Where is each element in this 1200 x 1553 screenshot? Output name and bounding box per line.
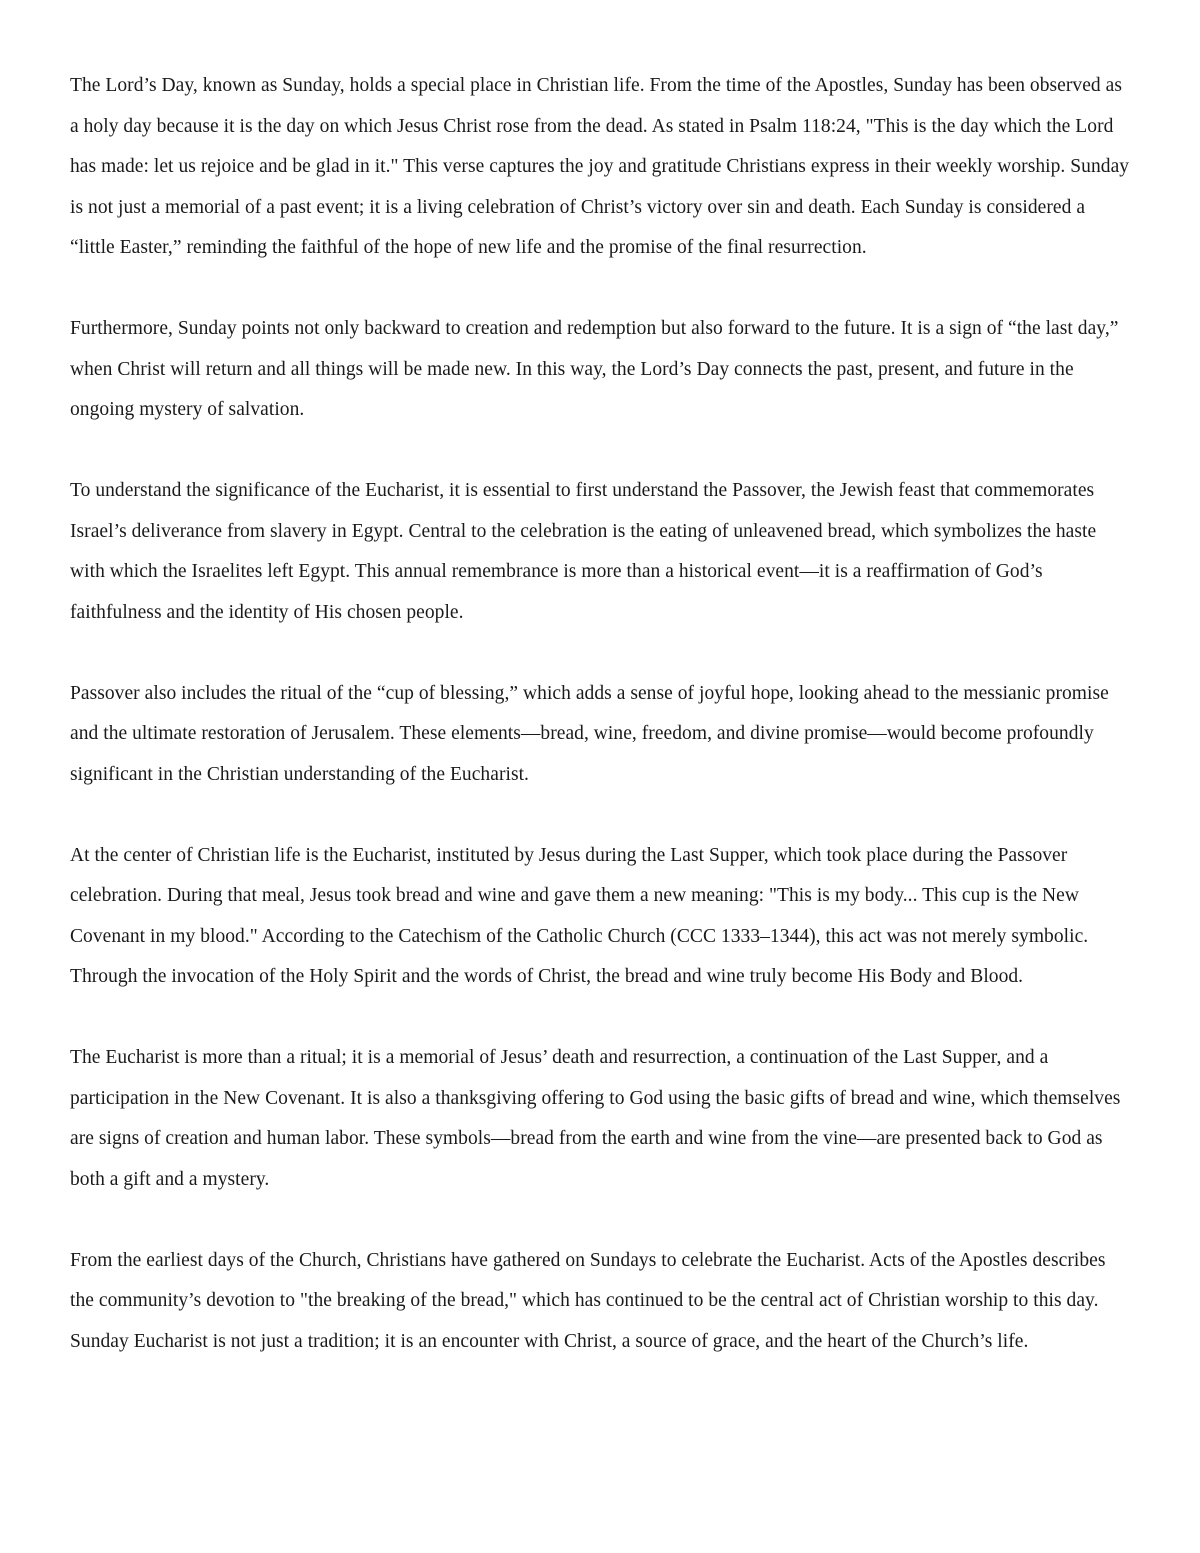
paragraph-early-church: From the earliest days of the Church, Christians have gathered on Sundays to celebrate the Eucharist. Acts of the Apostles describes the community’s devotion to "the breaking of the bread," which has continued to be the central act of Christian worship to this day. Sunday Eucharist is not just a tradition; it is an encounter with Christ, a source of grace, and the heart of the Church’s life. — [70, 1249, 1106, 1352]
paragraph-eucharist-memorial: The Eucharist is more than a ritual; it is a memorial of Jesus’ death and resurrection, a continuation of the Last Supper, and a participation in the New Covenant. It is also a thanksgiving offering to God using the basic gifts of bread and wine, which themselves are signs of creation and human labor. These symbols—bread from the earth and wine from the vine—are presented back to God as both a gift and a mystery. — [70, 1047, 1121, 1190]
paragraph-last-supper: At the center of Christian life is the Eucharist, instituted by Jesus during the Last Supper, which took place during the Passover celebration. During that meal, Jesus took bread and wine and gave them a new meaning: "This is my body... This cup is the New Covenant in my blood." According to the Catechism of the Catholic Church (CCC 1333–1344), this act was not merely symbolic. Through the invocation of the Holy Spirit and the words of Christ, the bread and wine truly become His Body and Blood. — [70, 844, 1089, 987]
paragraph-sunday-future: Furthermore, Sunday points not only backward to creation and redemption but also forward to the future. It is a sign of “the last day,” when Christ will return and all things will be made new. In this way, the Lord’s Day connects the past, present, and future in the ongoing mystery of salvation. — [70, 318, 1119, 420]
paragraph-cup-of-blessing: Passover also includes the ritual of the “cup of blessing,” which adds a sense of joyful hope, looking ahead to the messianic promise and the ultimate restoration of Jerusalem. These elements—bread, wine, freedom, and divine promise—would become profoundly significant in the Christian understanding of the Eucharist. — [70, 682, 1109, 785]
paragraph-lords-day: The Lord’s Day, known as Sunday, holds a special place in Christian life. From the time of the Apostles, Sunday has been observed as a holy day because it is the day on which Jesus Christ rose from the dead. As stated in Psalm 118:24, "This is the day which the Lord has made: let us rejoice and be glad in it." This verse captures the joy and gratitude Christians express in their weekly worship. Sunday is not just a memorial of a past event; it is a living celebration of Christ’s victory over sin and death. Each Sunday is considered a “little Easter,” reminding the faithful of the hope of new life and the promise of the final resurrection. — [70, 75, 1130, 258]
paragraph-passover: To understand the significance of the Eucharist, it is essential to first understand the Passover, the Jewish feast that commemorates Israel’s deliverance from slavery in Egypt. Central to the celebration is the eating of unleavened bread, which symbolizes the haste with which the Israelites left Egypt. This annual remembrance is more than a historical event—it is a reaffirmation of God’s faithfulness and the identity of His chosen people. — [70, 480, 1097, 623]
document-body — [70, 66, 1130, 1362]
